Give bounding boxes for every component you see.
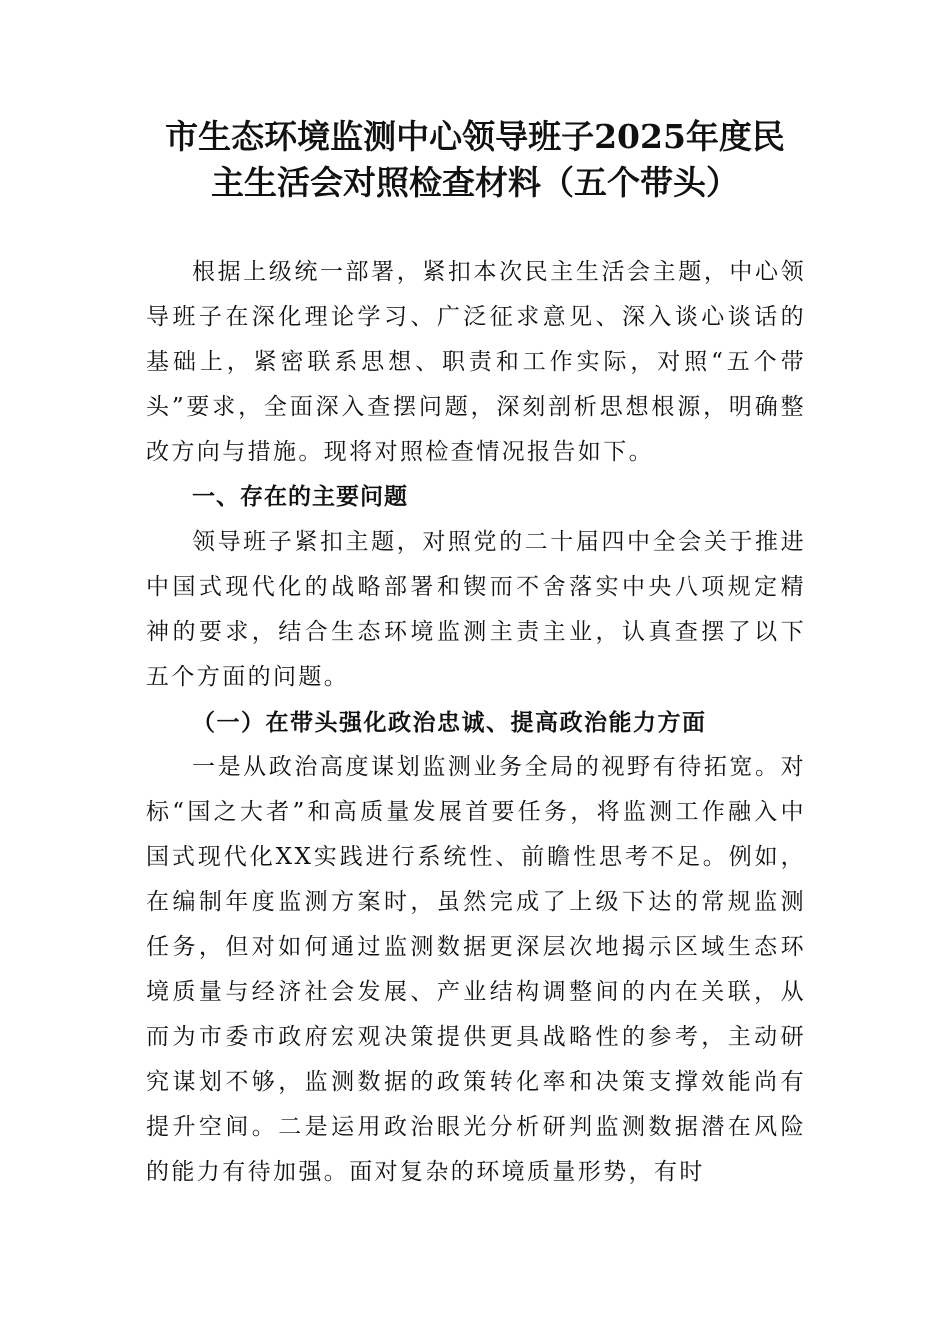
subsection-1-heading: （一）在带头强化政治忠诚、提高政治能力方面 xyxy=(192,709,707,736)
section-1-heading: 一、存在的主要问题 xyxy=(192,484,408,510)
title-line-1: 市生态环境监测中心领导班子2025年度民 xyxy=(165,117,785,156)
subsection-1-paragraph: 一是从政治高度谋划监测业务全局的视野有待拓宽。对标“国之大者”和高质量发展首要任务，将监测工作融入中国式现代化XX实践进行系统性、前瞻性思考不足。例如，在编制年度监测方案时，虽然完成了上级下达的常规监测任务，但对如何通过监测数据更深层次地揭示区域生态环境质量与经济社会发展、产业结构调整间的内在关联，从而为市委市政府宏观决策提供更具战略性的参考，主动研究谋划不够，监测数据的政策转化率和决策支撑效能尚有提升空间。二是运用政治眼光分析研判监测数据潜在风险的能力有待加强。面对复杂的环境质量形势，有时 xyxy=(146,754,806,1185)
document-body xyxy=(146,250,806,1195)
section-1-paragraph: 领导班子紧扣主题，对照党的二十届四中全会关于推进中国式现代化的战略部署和锲而不舍落实中央八项规定精神的要求，结合生态环境监测主责主业，认真查摆了以下五个方面的问题。 xyxy=(146,529,806,690)
intro-paragraph: 根据上级统一部署，紧扣本次民主生活会主题，中心领导班子在深化理论学习、广泛征求意见、深入谈心谈话的基础上，紧密联系思想、职责和工作实际，对照“五个带头”要求，全面深入查摆问题，深刻剖析思想根源，明确整改方向与措施。现将对照检查情况报告如下。 xyxy=(146,259,806,465)
document-title xyxy=(120,114,830,206)
title-line-2: 主生活会对照检查材料（五个带头） xyxy=(211,163,739,202)
